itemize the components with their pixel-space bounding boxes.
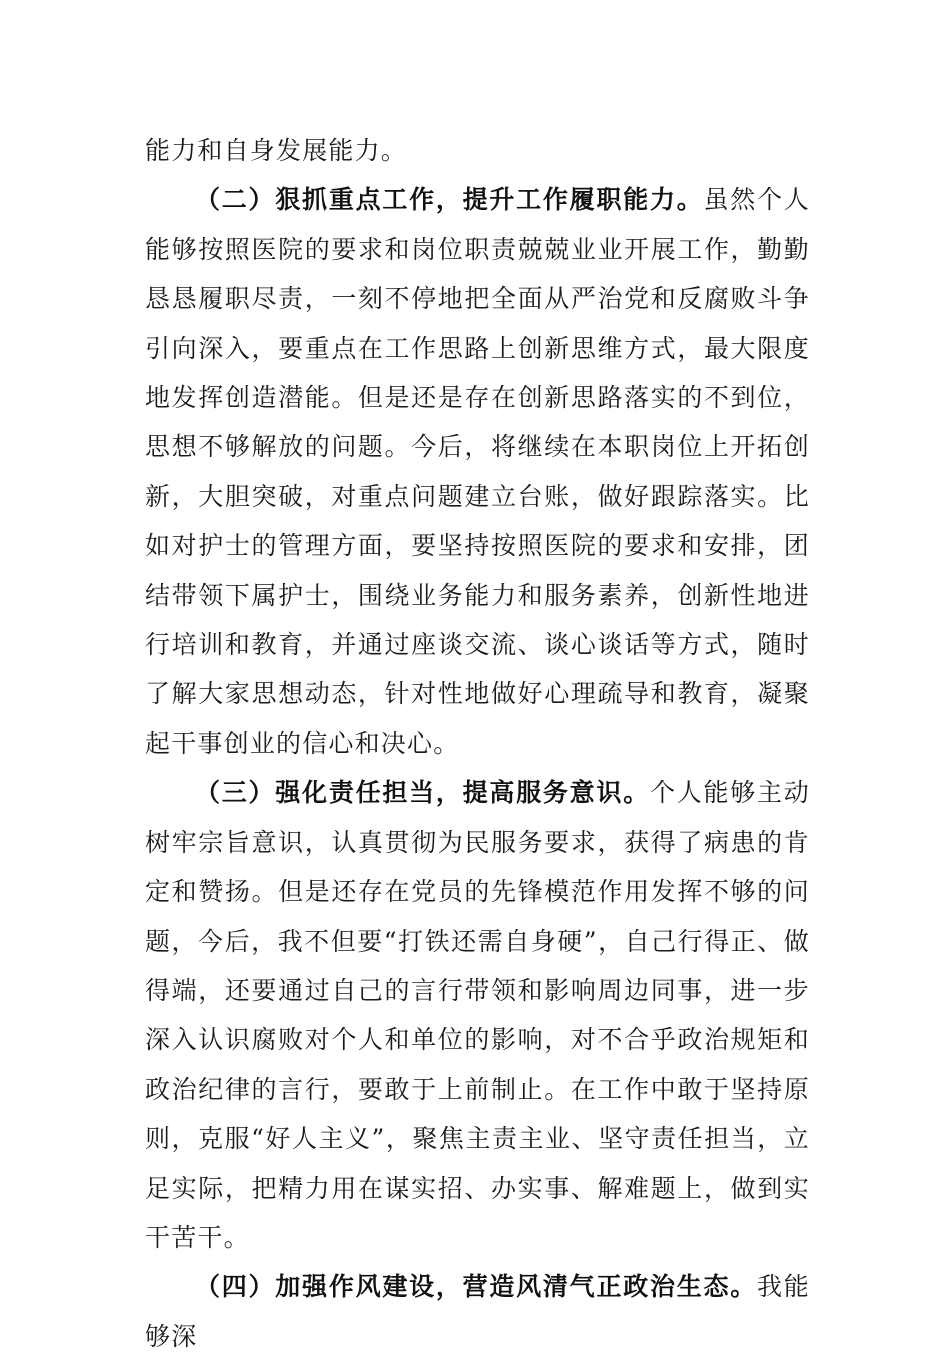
paragraph-continuation: [145, 126, 810, 175]
paragraph-section-3: [145, 768, 810, 1262]
section-heading: （二）狠抓重点工作，提升工作履职能力。: [195, 185, 704, 215]
section-heading: （三）强化责任担当，提高服务意识。: [195, 778, 650, 808]
paragraph-text: 能力和自身发展能力。: [145, 136, 408, 165]
document-body: [145, 126, 810, 1361]
paragraph-text: 虽然个人能够按照医院的要求和岗位职责兢兢业业开展工作，勤勤恳恳履职尽责，一刻不停地把全面从严治党和反腐败斗争引向深入，要重点在工作思路上创新思维方式，最大限度地发挥创造潜能。但是还是存在创新思路落实的不到位，思想不够解放的问题。今后，将继续在本职岗位上开拓创新，大胆突破，对重点问题建立台账，做好跟踪落实。比如对护士的管理方面，要坚持按照医院的要求和安排，团结带领下属护士，围绕业务能力和服务素养，创新性地进行培训和教育，并通过座谈交流、谈心谈话等方式，随时了解大家思想动态，针对性地做好心理疏导和教育，凝聚起干事创业的信心和决心。: [145, 185, 810, 758]
paragraph-text: 个人能够主动树牢宗旨意识，认真贯彻为民服务要求，获得了病患的肯定和赞扬。但是还存在党员的先锋模范作用发挥不够的问题，今后，我不但要“打铁还需自身硬”，自己行得正、做得端，还要通过自己的言行带领和影响周边同事，进一步深入认识腐败对个人和单位的影响，对不合乎政治规矩和政治纪律的言行，要敢于上前制止。在工作中敢于坚持原则，克服“好人主义”，聚焦主责主业、坚守责任担当，立足实际，把精力用在谋实招、办实事、解难题上，做到实干苦干。: [145, 778, 811, 1252]
paragraph-section-2: [145, 175, 810, 768]
section-heading: （四）加强作风建设，营造风清气正政治生态。: [195, 1272, 758, 1302]
paragraph-text: 我能够深: [145, 1272, 810, 1351]
paragraph-section-4: [145, 1262, 810, 1361]
